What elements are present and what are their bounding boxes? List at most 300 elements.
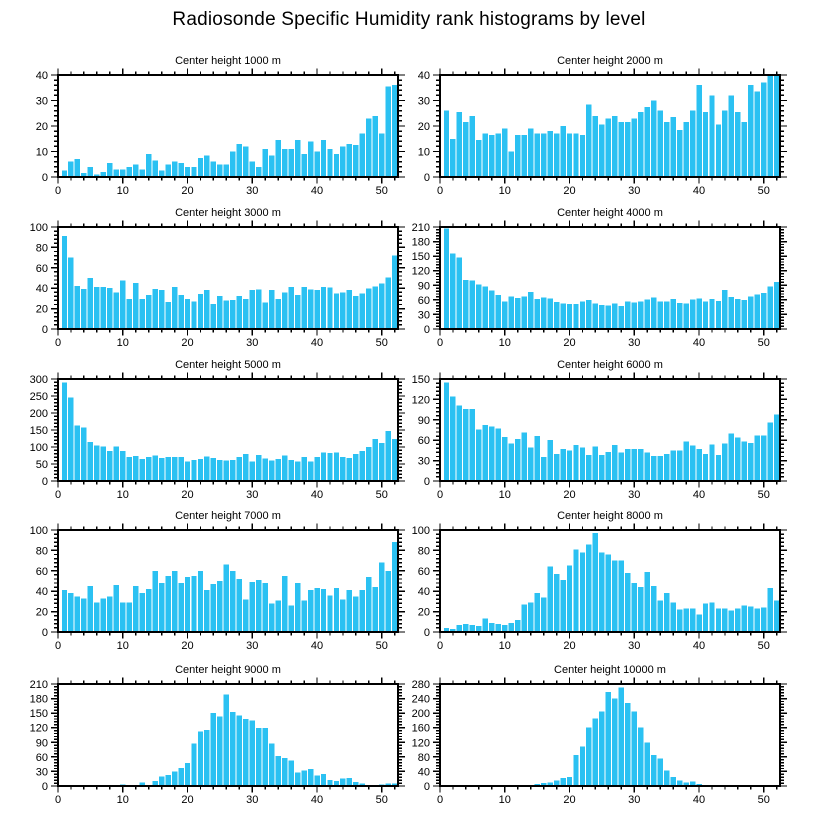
histogram-bar (463, 624, 468, 632)
histogram-bar (75, 286, 80, 329)
histogram-bar (250, 582, 255, 632)
x-tick-label: 0 (436, 640, 444, 652)
histogram-bar (696, 298, 701, 329)
histogram-bar (696, 615, 701, 632)
x-tick-label: 20 (563, 185, 576, 197)
histogram-bar (392, 542, 397, 632)
y-tick-label: 20 (35, 121, 48, 133)
x-tick-label: 0 (54, 794, 62, 806)
histogram-bar (612, 116, 617, 177)
x-tick-label: 0 (54, 185, 62, 197)
histogram-bar (632, 302, 637, 329)
panel-title: Center height 8000 m (557, 510, 663, 522)
x-tick-label: 40 (310, 337, 324, 349)
panel-title: Center height 7000 m (175, 510, 281, 522)
histogram-bar (191, 167, 196, 177)
histogram-bar (599, 552, 604, 632)
histogram-bar (295, 295, 300, 329)
histogram-bar (172, 457, 177, 481)
panel-title: Center height 3000 m (175, 207, 281, 219)
histogram-bar (742, 442, 747, 481)
histogram-bar (599, 711, 604, 786)
histogram-bar (263, 302, 268, 329)
histogram-bar (690, 299, 695, 329)
histogram-bar (237, 579, 242, 632)
histogram-bar (716, 125, 721, 177)
histogram-bar (560, 304, 565, 329)
histogram-bar (632, 118, 637, 177)
histogram-bar (94, 287, 99, 329)
histogram-bar (204, 290, 209, 329)
histogram-bar (379, 563, 384, 632)
histogram-bar (327, 595, 332, 632)
histogram-bar (308, 141, 313, 177)
histogram-bar (366, 577, 371, 632)
histogram-bar (165, 302, 170, 329)
histogram-bar (761, 83, 766, 177)
histogram-bar (204, 457, 209, 481)
histogram-bar (191, 743, 196, 786)
x-tick-label: 50 (757, 794, 770, 806)
histogram-bar (755, 435, 760, 481)
histogram-bar (146, 457, 151, 481)
histogram-bar (709, 299, 714, 329)
histogram-bar (683, 304, 688, 329)
histogram-bar (139, 169, 144, 177)
histogram-bar (444, 228, 449, 329)
histogram-bar (457, 112, 462, 177)
histogram-bar (547, 131, 552, 177)
histogram-bar (547, 440, 552, 481)
histogram-bar (386, 431, 391, 481)
histogram-bar (68, 593, 73, 632)
histogram-bar (657, 759, 662, 786)
histogram-bar (133, 456, 138, 481)
x-tick-label: 50 (757, 337, 770, 349)
histogram-bar (774, 600, 779, 632)
histogram-bar (191, 301, 196, 329)
histogram-bar (340, 292, 345, 329)
histogram-bar (729, 95, 734, 177)
histogram-bar (586, 544, 591, 632)
histogram-bar (657, 301, 662, 329)
y-tick-label: 0 (41, 324, 48, 336)
histogram-bar (761, 608, 766, 632)
histogram-bar (295, 583, 300, 632)
histogram-bar (81, 289, 86, 329)
histogram-bar (165, 457, 170, 481)
histogram-bar (301, 600, 306, 632)
histogram-bar (185, 577, 190, 632)
histogram-bar (703, 112, 708, 177)
histogram-bar (619, 688, 624, 786)
histogram-bar (217, 717, 222, 786)
histogram-bar (379, 284, 384, 329)
histogram-bar (133, 586, 138, 632)
histogram-bar (768, 588, 773, 632)
histogram-bar (560, 778, 565, 786)
histogram-bar (547, 567, 552, 632)
histogram-bar (683, 442, 688, 481)
histogram-bar (450, 254, 455, 329)
histogram-bar (94, 445, 99, 481)
histogram-bar (101, 598, 106, 632)
x-tick-label: 0 (436, 794, 444, 806)
histogram-bar (62, 590, 67, 632)
histogram-bar (722, 290, 727, 329)
x-tick-label: 20 (563, 489, 576, 501)
histogram-bar (288, 149, 293, 177)
histogram-bar (308, 290, 313, 329)
histogram-bar (774, 414, 779, 481)
y-tick-label: 40 (35, 586, 48, 599)
histogram-bar (75, 159, 80, 177)
histogram-bar (360, 293, 365, 329)
histogram-bar (677, 130, 682, 177)
histogram-bar (178, 163, 183, 177)
histogram-bar (716, 609, 721, 632)
x-tick-label: 40 (310, 640, 324, 652)
histogram-bar (476, 140, 481, 177)
y-tick-label: 60 (417, 435, 430, 448)
histogram-bar (146, 154, 151, 177)
figure-title: Radiosonde Specific Humidity rank histograms by level (172, 9, 646, 30)
histogram-bar (489, 135, 494, 177)
histogram-bar (263, 583, 268, 632)
x-tick-label: 10 (498, 185, 511, 197)
x-tick-label: 30 (628, 640, 641, 652)
histogram-bar (580, 135, 585, 177)
histogram-bar (515, 439, 520, 481)
histogram-bar (586, 300, 591, 329)
panel-title: Center height 2000 m (557, 55, 663, 67)
histogram-bar (528, 129, 533, 177)
histogram-bar (748, 296, 753, 329)
y-tick-label: 30 (417, 95, 430, 108)
histogram-bar (347, 458, 352, 481)
histogram-bar (690, 111, 695, 177)
histogram-bar (651, 297, 656, 329)
y-tick-label: 40 (417, 70, 430, 82)
histogram-bar (386, 86, 391, 177)
histogram-bar (625, 573, 630, 632)
histogram-bar (114, 292, 119, 329)
histogram-bar (502, 129, 507, 177)
histogram-bar (632, 449, 637, 481)
histogram-bar (541, 134, 546, 177)
histogram-bar (457, 258, 462, 329)
histogram-bar (224, 461, 229, 481)
histogram-bar (114, 585, 119, 632)
y-tick-label: 20 (417, 121, 430, 133)
histogram-bar (638, 301, 643, 329)
histogram-bar (107, 288, 112, 329)
x-tick-label: 50 (757, 489, 770, 501)
histogram-bar (677, 303, 682, 329)
y-tick-label: 30 (417, 309, 430, 322)
histogram-bar (159, 290, 164, 329)
y-tick-label: 0 (423, 324, 430, 336)
histogram-bar (114, 169, 119, 177)
histogram-bar (722, 444, 727, 481)
histogram-bar (664, 593, 669, 632)
x-tick-label: 30 (246, 489, 259, 501)
histogram-bar (237, 296, 242, 329)
histogram-bar (392, 439, 397, 481)
histogram-bar (638, 449, 643, 481)
histogram-bar (275, 299, 280, 329)
x-tick-label: 50 (375, 185, 388, 197)
histogram-bar (528, 602, 533, 632)
histogram-bar (353, 596, 358, 632)
histogram-bar (172, 571, 177, 632)
histogram-bar (327, 288, 332, 329)
histogram-bar (62, 382, 67, 481)
histogram-bar (625, 703, 630, 786)
y-tick-label: 0 (41, 172, 48, 184)
histogram-bar (586, 455, 591, 481)
y-tick-label: 240 (411, 693, 430, 706)
histogram-bar (573, 134, 578, 177)
histogram-bar (670, 450, 675, 481)
x-tick-label: 50 (375, 489, 388, 501)
histogram-bar (288, 287, 293, 329)
histogram-bar (612, 445, 617, 481)
histogram-bar (657, 600, 662, 632)
histogram-bar (250, 720, 255, 786)
y-tick-label: 20 (35, 303, 48, 316)
x-tick-label: 50 (375, 640, 388, 652)
histogram-bar (88, 278, 93, 329)
y-tick-label: 60 (417, 565, 430, 578)
x-tick-label: 30 (246, 640, 259, 652)
histogram-bar (340, 146, 345, 177)
histogram-bar (645, 572, 650, 632)
histogram-bar (185, 763, 190, 786)
histogram-bar (68, 398, 73, 481)
histogram-bar (295, 461, 300, 481)
x-tick-label: 20 (181, 794, 194, 806)
histogram-bar (139, 593, 144, 632)
histogram-bar (683, 609, 688, 632)
histogram-bar (288, 605, 293, 632)
histogram-bar (638, 112, 643, 177)
histogram-bar (463, 409, 468, 481)
histogram-bar (521, 135, 526, 177)
x-tick-label: 20 (563, 794, 576, 806)
histogram-bar (541, 297, 546, 329)
histogram-bar (159, 583, 164, 632)
histogram-bar (470, 280, 475, 329)
y-tick-label: 160 (411, 722, 430, 735)
histogram-bar (703, 301, 708, 329)
histogram-bar (256, 167, 261, 177)
histogram-bar (774, 75, 779, 177)
histogram-bar (755, 92, 760, 177)
histogram-bar (282, 456, 287, 482)
histogram-bar (373, 439, 378, 481)
histogram-bar (198, 158, 203, 177)
x-tick-label: 30 (628, 489, 641, 501)
histogram-bar (334, 293, 339, 329)
histogram-bar (172, 162, 177, 177)
histogram-bar (625, 449, 630, 481)
histogram-bar (515, 620, 520, 632)
histogram-bar (651, 755, 656, 786)
histogram-bar (88, 442, 93, 481)
histogram-bar (735, 299, 740, 329)
histogram-bar (230, 712, 235, 786)
y-tick-label: 0 (423, 627, 430, 639)
x-tick-label: 30 (628, 337, 641, 349)
x-tick-label: 10 (498, 640, 511, 652)
histogram-bar (373, 116, 378, 177)
histogram-bar (748, 85, 753, 177)
histogram-bar (250, 290, 255, 329)
histogram-bar (224, 695, 229, 786)
panel-1000m (36, 55, 405, 197)
x-tick-label: 20 (563, 337, 576, 349)
histogram-bar (152, 160, 157, 177)
histogram-bar (534, 593, 539, 632)
histogram-bar (509, 296, 514, 329)
histogram-bar (165, 576, 170, 632)
histogram-bar (88, 167, 93, 177)
histogram-bar (211, 584, 216, 632)
histogram-bar (340, 457, 345, 481)
histogram-bar (243, 299, 248, 329)
histogram-bar (353, 296, 358, 329)
histogram-bar (664, 301, 669, 329)
histogram-bar (593, 446, 598, 481)
histogram-bar (748, 607, 753, 633)
y-tick-label: 40 (35, 70, 48, 82)
histogram-bar (204, 155, 209, 177)
x-tick-label: 40 (310, 794, 324, 806)
histogram-bar (250, 461, 255, 481)
histogram-bar (755, 609, 760, 632)
histogram-bar (541, 597, 546, 632)
histogram-bar (321, 774, 326, 786)
y-tick-label: 90 (35, 737, 48, 750)
histogram-bar (463, 280, 468, 329)
histogram-bar (269, 603, 274, 632)
histogram-bar (282, 292, 287, 329)
histogram-bar (62, 236, 67, 329)
y-tick-label: 120 (411, 394, 430, 407)
x-tick-label: 10 (116, 185, 129, 197)
panel-title: Center height 6000 m (557, 359, 663, 371)
histogram-bar (625, 301, 630, 329)
histogram-bar (178, 583, 183, 632)
histogram-bar (560, 449, 565, 481)
panel-5000m (30, 359, 405, 501)
histogram-bar (496, 134, 501, 177)
histogram-bar (703, 454, 708, 481)
histogram-bar (373, 287, 378, 329)
histogram-bar (496, 624, 501, 632)
y-tick-label: 250 (29, 391, 48, 403)
histogram-bar (101, 287, 106, 329)
histogram-bar (327, 149, 332, 177)
histogram-bar (729, 297, 734, 329)
histogram-bar (496, 295, 501, 329)
histogram-bar (360, 134, 365, 177)
histogram-bar (638, 587, 643, 632)
histogram-bar (314, 290, 319, 329)
histogram-bar (528, 292, 533, 329)
histogram-bar (625, 122, 630, 177)
histogram-bar (81, 428, 86, 481)
histogram-bar (593, 533, 598, 632)
x-tick-label: 10 (116, 794, 129, 806)
histogram-bar (263, 459, 268, 481)
histogram-bar (606, 306, 611, 329)
histogram-bar (321, 452, 326, 481)
y-tick-label: 40 (417, 766, 430, 779)
y-tick-label: 80 (35, 242, 48, 255)
histogram-bar (567, 777, 572, 786)
histogram-bar (159, 458, 164, 481)
histogram-bar (554, 134, 559, 177)
histogram-bar (133, 164, 138, 177)
y-tick-label: 150 (411, 374, 430, 386)
histogram-bar (243, 719, 248, 786)
histogram-bar (185, 167, 190, 177)
x-tick-label: 30 (246, 337, 259, 349)
histogram-bar (269, 743, 274, 786)
histogram-bar (127, 602, 132, 632)
histogram-bar (243, 599, 248, 632)
histogram-bar (444, 382, 449, 481)
histogram-bar (275, 459, 280, 481)
histogram-bar (288, 460, 293, 481)
x-tick-label: 30 (628, 185, 641, 197)
histogram-bar (774, 282, 779, 329)
histogram-bar (521, 604, 526, 632)
panel-4000m (412, 207, 787, 349)
x-tick-label: 40 (692, 794, 706, 806)
y-tick-label: 90 (417, 414, 430, 427)
histogram-bar (295, 772, 300, 786)
histogram-bar (211, 162, 216, 177)
y-tick-label: 80 (417, 545, 430, 558)
histogram-bar (580, 301, 585, 329)
histogram-bar (651, 586, 656, 632)
histogram-bar (683, 122, 688, 177)
x-tick-label: 40 (692, 640, 706, 652)
histogram-bar (243, 146, 248, 177)
histogram-bar (275, 600, 280, 632)
histogram-bar (742, 122, 747, 177)
histogram-bar (139, 459, 144, 481)
histogram-bar (379, 134, 384, 177)
histogram-bar (573, 304, 578, 329)
histogram-bar (599, 455, 604, 481)
histogram-bar (670, 777, 675, 786)
histogram-bar (664, 454, 669, 481)
x-tick-label: 10 (498, 337, 511, 349)
x-tick-label: 20 (181, 185, 194, 197)
histogram-bar (62, 171, 67, 177)
y-tick-label: 120 (411, 737, 430, 750)
x-tick-label: 20 (181, 337, 194, 349)
y-tick-label: 300 (29, 374, 48, 386)
y-tick-label: 10 (35, 146, 48, 159)
histogram-bar (353, 454, 358, 481)
histogram-bar (729, 433, 734, 481)
histogram-bar (198, 459, 203, 481)
